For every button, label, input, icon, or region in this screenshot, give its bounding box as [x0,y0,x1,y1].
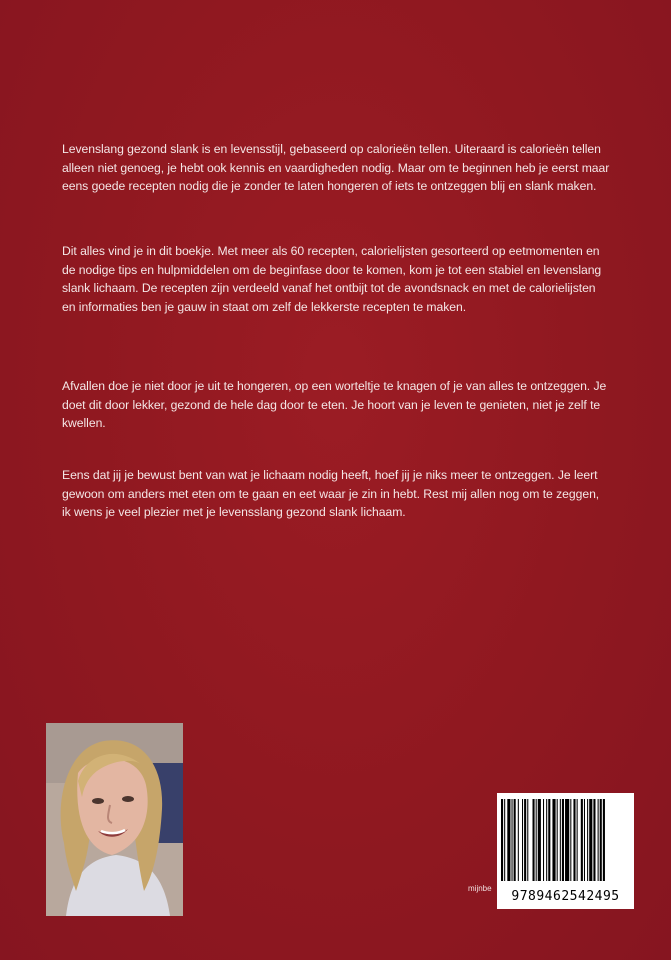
barcode-bars [501,799,630,881]
barcode-bar [524,799,526,881]
barcode-bar [600,799,602,881]
publisher-text: mijnbe [468,884,492,893]
barcode-bar [570,799,571,881]
blurb-paragraph-3: Afvallen doe je niet door je uit te hongeren, op een worteltje te knagen of je van alles te ontzeggen. Je doet dit door lekker, gezond de hele dag door te eten. Je hoort van je leven te genieten, niet je zelf te kwellen. [62,379,607,430]
barcode-bar [598,799,599,881]
barcode-bar [557,799,558,881]
blurb-paragraph-1: Levenslang gezond slank is en levensstijl, gebaseerd op calorieën tellen. Uiteraard is calorieën tellen alleen niet genoeg, je hebt ook kennis en vaardigheden nodig. Maar om te beginnen heb je eerst maar eens goede recepten nodig die je zonder te laten hongeren of iets te ontzeggen blij en slank maken. [62,142,610,193]
barcode-bar [581,799,583,881]
author-portrait-illustration [46,723,183,916]
barcode-bar [507,799,510,881]
barcode-bar [573,799,575,881]
barcode-bar [565,799,569,881]
barcode-bar [562,799,564,881]
barcode-bar [536,799,537,881]
barcode-bar [560,799,561,881]
barcode-bar [552,799,555,881]
barcode-bar [533,799,535,881]
barcode-bar [527,799,528,881]
barcode-bar [577,799,578,881]
blurb-paragraph-2: Dit alles vind je in dit boekje. Met meer als 60 recepten, calorielijsten gesorteerd op eetmomenten en de nodige tips en hulpmiddelen om de beginfase door te komen, kom je tot een stabiel en levenslang slank lichaam. De recepten zijn verdeeld vanaf het ontbijt tot de avondsnack en met de calorielijsten en informaties ben je gauw in staat om zelf de lekkerste recepten te maken. [62,244,602,314]
barcode-bar [548,799,550,881]
barcode-bar [603,799,605,881]
isbn-number: 9789462542495 [511,889,620,904]
barcode-bar [584,799,585,881]
barcode-bar [543,799,544,881]
blurb-paragraph-4: Eens dat jij je bewust bent van wat je lichaam nodig heeft, hoef jij je niks meer te ontzeggen. Je leert gewoon om anders met eten om te gaan en eet waar je zin in hebt. Rest mij allen nog om te zeggen, ik wens je veel plezier met je levensslang gezond slank lichaam. [62,468,600,519]
isbn-barcode [497,793,634,909]
barcode-bar [514,799,516,881]
barcode-bar [501,799,503,881]
author-photo [46,723,183,916]
barcode-bar [522,799,523,881]
barcode-bar [593,799,595,881]
barcode-bar [589,799,592,881]
barcode-bar [512,799,513,881]
barcode-bar [518,799,519,881]
barcode-bar [546,799,547,881]
barcode-bar [504,799,505,881]
barcode-bar [587,799,588,881]
barcode-bar [538,799,541,881]
